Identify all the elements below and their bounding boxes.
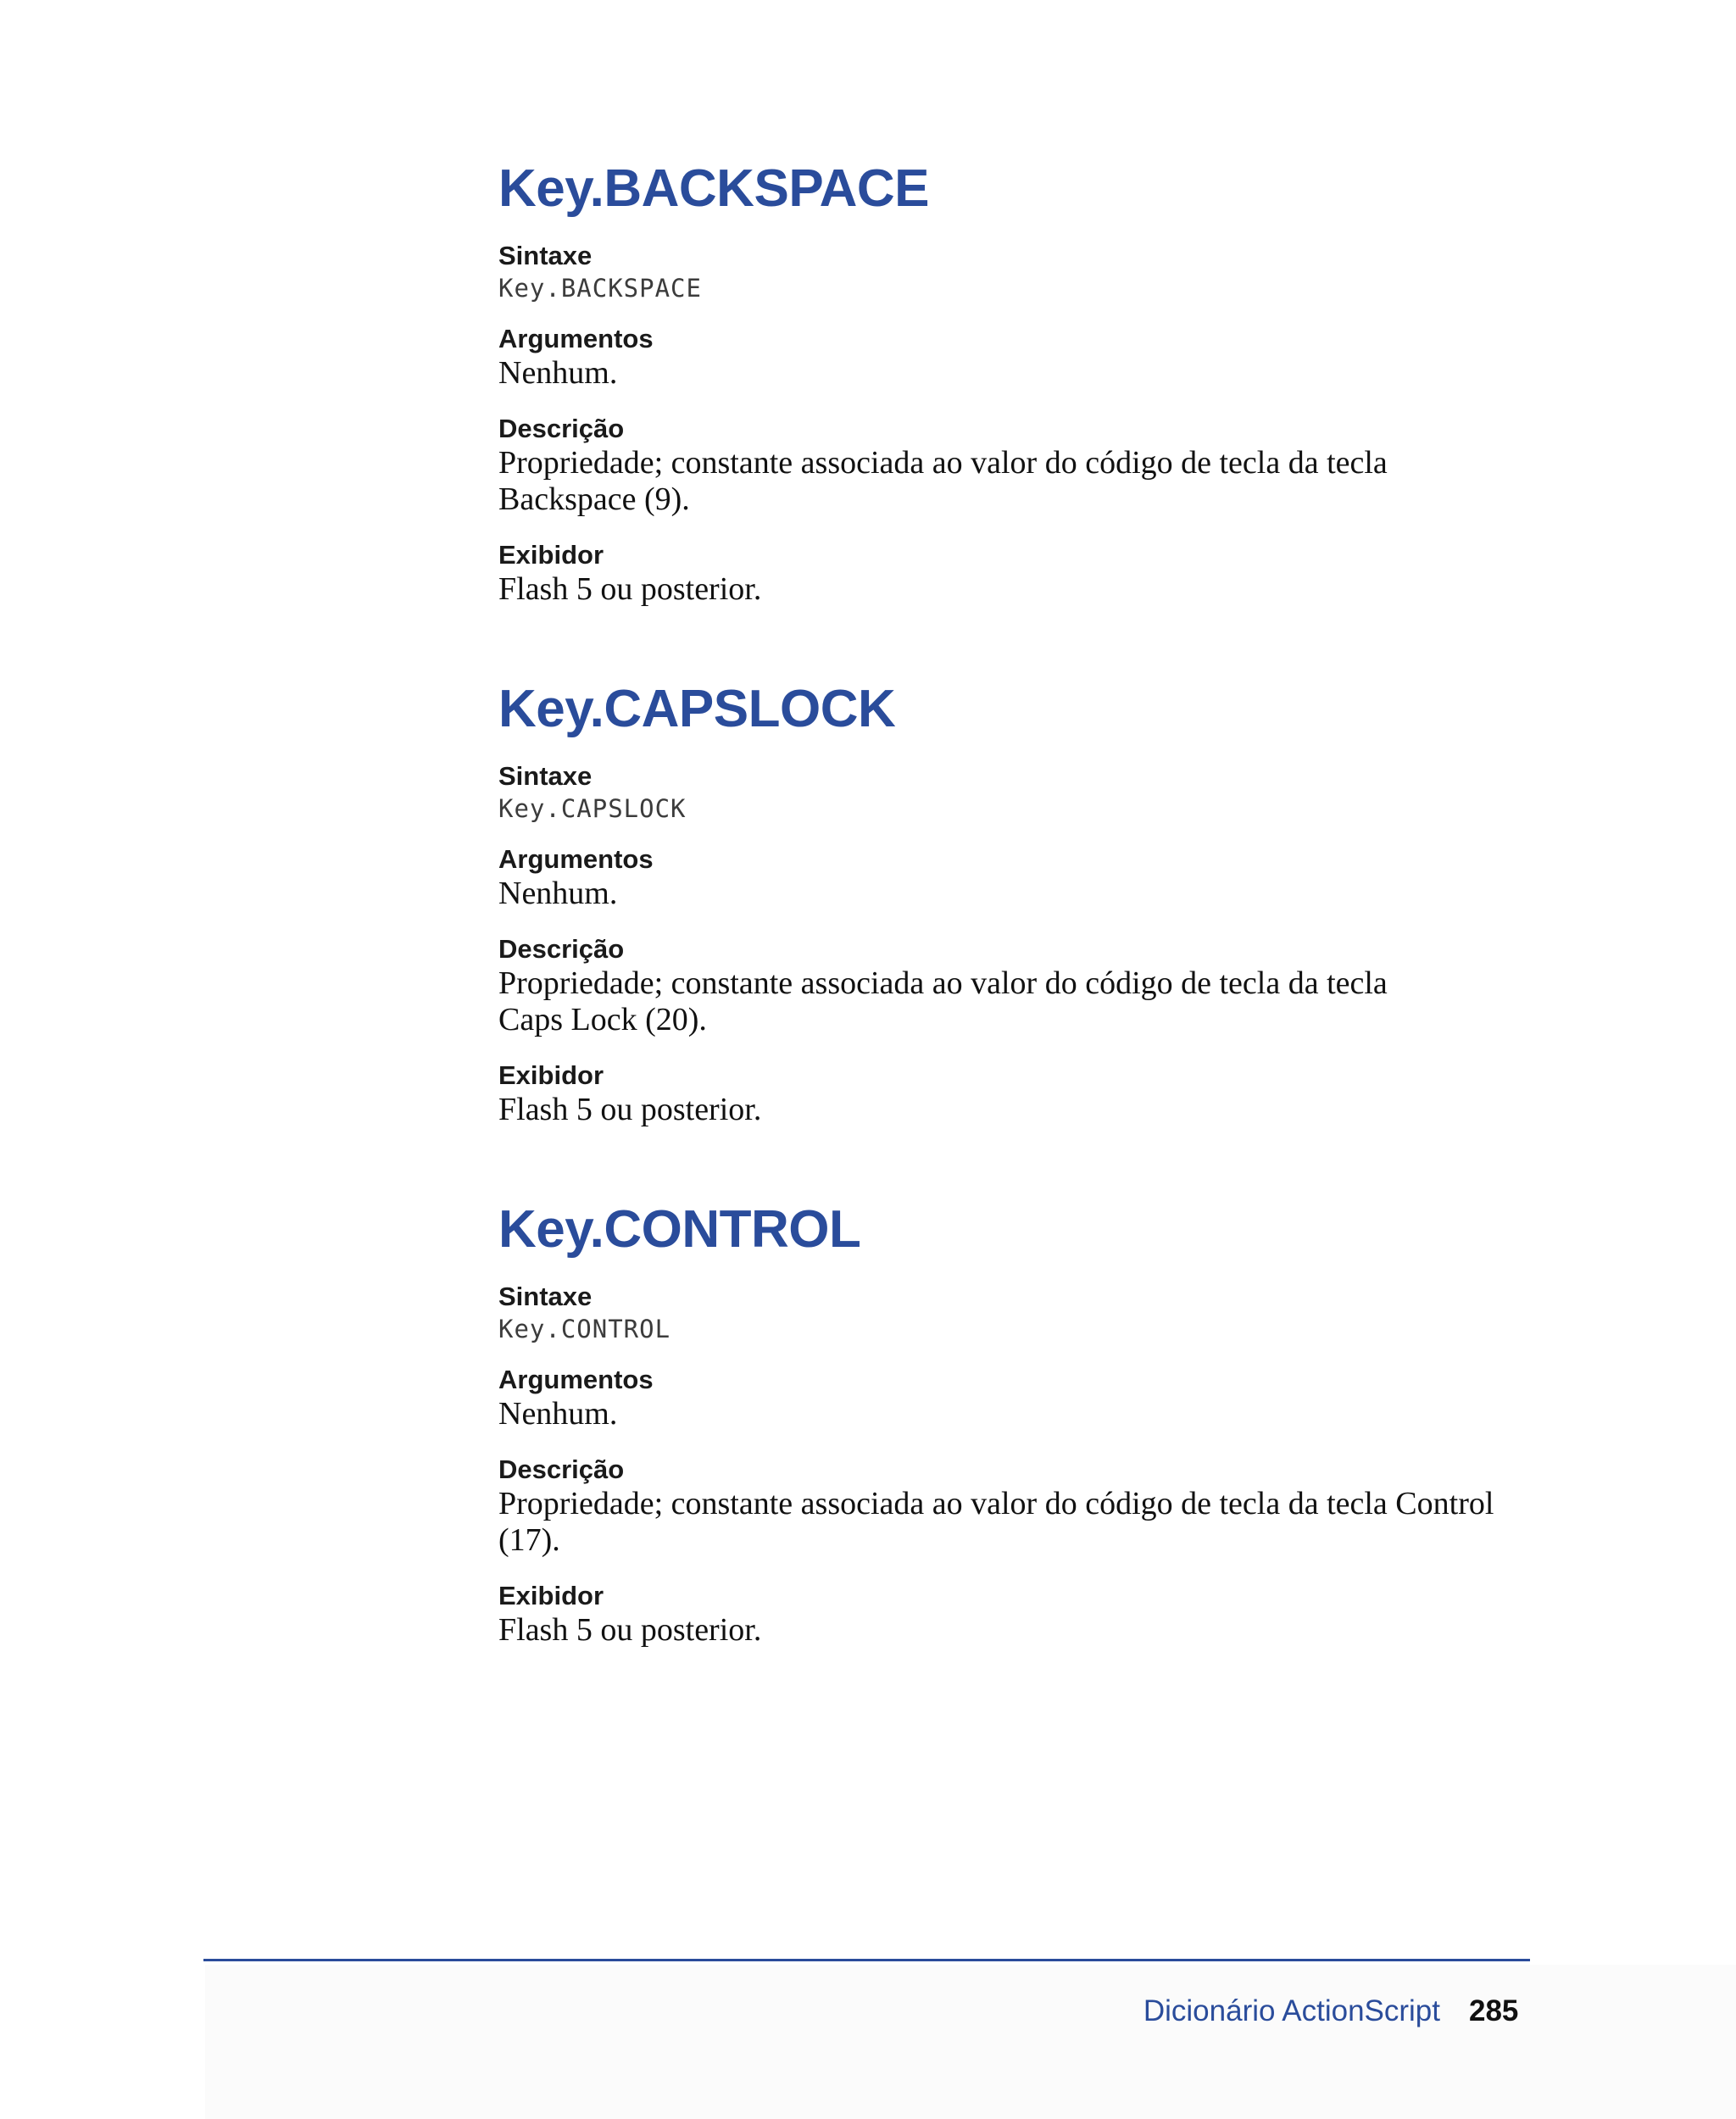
arguments-text: Nenhum. [498,876,618,911]
syntax-label: Sintaxe [498,1282,593,1311]
arguments-label: Argumentos [498,324,654,353]
entry-key-control [498,1196,1541,1649]
arguments-label: Argumentos [498,844,654,874]
syntax-code: Key.CAPSLOCK [498,794,687,823]
description-line-1: Propriedade; constante associada ao valor do código de tecla da tecla [498,445,1388,481]
page-content [498,155,1541,1670]
entry-key-capslock [498,676,1541,1128]
arguments-label: Argumentos [498,1365,654,1394]
footer-book-title: Dicionário ActionScript [1143,1994,1440,2027]
player-label: Exibidor [498,1060,604,1090]
description-text [498,445,1541,518]
page-number: 285 [1469,1994,1519,2027]
player-text: Flash 5 ou posterior. [498,571,762,607]
arguments-text: Nenhum. [498,1396,618,1432]
arguments-text: Nenhum. [498,355,618,391]
description-line-2: Backspace (9). [498,481,690,517]
description-text [498,965,1541,1038]
syntax-label: Sintaxe [498,761,593,791]
footer-divider [203,1959,1530,1961]
player-text: Flash 5 ou posterior. [498,1092,762,1127]
syntax-label: Sintaxe [498,241,593,270]
syntax-code: Key.BACKSPACE [498,274,702,303]
description-label: Descrição [498,414,625,443]
description-label: Descrição [498,1454,625,1484]
player-text: Flash 5 ou posterior. [498,1612,762,1648]
description-line-2: Caps Lock (20). [498,1002,707,1037]
entry-key-backspace [498,155,1541,608]
description-line-1: Propriedade; constante associada ao valor do código de tecla da tecla [498,965,1388,1001]
player-label: Exibidor [498,540,604,570]
entry-title: Key.CAPSLOCK [498,680,896,738]
player-label: Exibidor [498,1581,604,1610]
footer-shade [205,1965,1736,2119]
entry-title: Key.BACKSPACE [498,159,929,218]
entry-title: Key.CONTROL [498,1200,861,1259]
syntax-code: Key.CONTROL [498,1315,671,1343]
description-text: Propriedade; constante associada ao valor do código de tecla da tecla Control (17). [498,1486,1494,1558]
description-label: Descrição [498,934,625,964]
